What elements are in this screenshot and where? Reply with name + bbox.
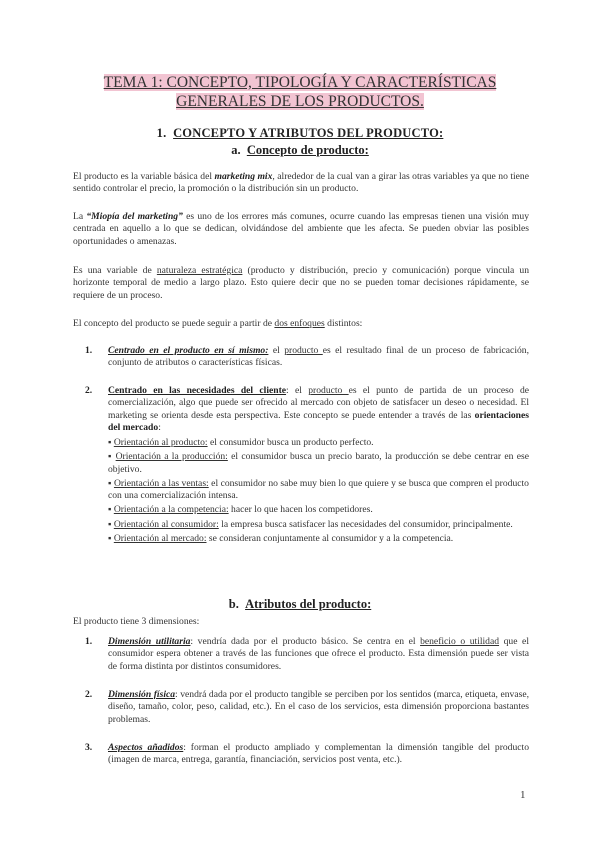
bullet-mark: ▪ (108, 504, 114, 516)
item2-number: 2. (85, 385, 93, 396)
subsection-a-letter: a. (231, 143, 241, 157)
item1-body (108, 345, 529, 370)
bullet-mark: ▪ (108, 518, 114, 530)
bullet-text: se consideran conjuntamente al consumidor y a la competencia. (206, 533, 454, 545)
list-item (108, 504, 529, 516)
subsection-b-letter: b. (228, 597, 239, 611)
subsection-a-title: Concepto de producto: (246, 143, 369, 157)
dim2-heading: Dimensión física (108, 689, 176, 700)
bullet-term: Orientación a las ventas: (113, 477, 209, 489)
bullet-text: la empresa busca satisfacer las necesidades del consumidor, principalmente. (218, 518, 513, 530)
page-number: 1 (520, 789, 526, 801)
dim3-text-1: : forman el producto ampliado y complementan la dimensión tangible del producto (imagen de marca, entrega, garantía, financiación, servicios post venta, etc.). (108, 742, 529, 766)
bullet-term: Orientación al mercado: (113, 533, 207, 545)
list-item-dimension-3 (85, 742, 529, 767)
document-title (70, 73, 530, 111)
item1-text-1: el (268, 345, 285, 356)
subsection-b-heading (0, 597, 600, 612)
list-item (108, 451, 529, 476)
item2-heading: Centrado en las necesidades del cliente (108, 385, 287, 396)
bullet-mark: ▪ (108, 451, 116, 463)
dim1-text-1: : vendría dada por el producto básico. Se centra en el (190, 636, 421, 647)
bullet-text: hacer lo que hacen los competidores. (228, 504, 373, 516)
list-item-enfoque-2 (85, 385, 529, 434)
subsection-b-title: Atributos del producto: (245, 597, 372, 611)
list-item (108, 519, 529, 531)
dim2-number: 2. (85, 689, 93, 700)
dim1-heading: Dimensión utilitaria (108, 636, 191, 647)
item2-bold: orientaciones del mercado (108, 409, 529, 433)
p3-underline-1: naturaleza estratégica (156, 265, 243, 276)
list-item (108, 478, 529, 503)
title-line-1: TEMA 1: CONCEPTO, TIPOLOGÍA Y CARACTERÍSTICAS (103, 74, 497, 91)
item2-body (108, 385, 529, 434)
dim1-number: 1. (85, 636, 93, 647)
bullet-mark: ▪ (108, 437, 114, 448)
item2-text-2: es el punto de partida de un proceso de comercialización, algo que puede ser ofrecido al mercado con objeto de satisfacer un deseo o necesidad. El marketing se orienta desde esta perspectiva. Este concepto se puede entender a través de las (108, 385, 529, 421)
item1-heading: Centrado en el producto en sí mismo: (108, 345, 269, 356)
paragraph-marketing-mix (73, 171, 529, 196)
p3-text-2: (producto y distribución, precio y comunicación) porque vincula un horizonte temporal de medio a largo plazo. Esto quiere decir que no se pueden tomar decisiones rápidamente, se requiere de un proceso. (73, 265, 530, 301)
section-1-heading (0, 126, 600, 141)
item1-underline: producto (284, 345, 323, 356)
paragraph-dimensiones: El producto tiene 3 dimensiones: (73, 616, 200, 627)
list-item-enfoque-1 (85, 345, 529, 370)
bullet-term: Orientación a la producción: (115, 451, 228, 463)
bullet-term: Orientación a la competencia: (113, 504, 229, 516)
dim1-underline: beneficio o utilidad (420, 636, 500, 647)
p4-underline-1: dos enfoques (274, 318, 325, 329)
p2-text-2: es uno de los errores más comunes, ocurre cuando las empresas tienen una visión muy centrada en aquello a lo que se dedican, olvidándose del ambiente que les afecta. Se pueden obviar las posibles oportunidades o amenazas. (73, 211, 529, 247)
dim3-number: 3. (85, 742, 93, 753)
list-item (108, 437, 529, 449)
title-line-2: GENERALES DE LOS PRODUCTOS. (176, 93, 424, 110)
list-item (108, 533, 529, 545)
dim2-text-1: : vendrá dada por el producto tangible se perciben por los sentidos (marca, etiqueta, envase, diseño, tamaño, color, peso, calidad, etc.). En el caso de los servicios, esta dimensión proporciona bastantes problemas. (108, 689, 529, 725)
bullet-mark: ▪ (108, 477, 114, 489)
section-1-title: CONCEPTO Y ATRIBUTOS DEL PRODUCTO: (173, 126, 444, 140)
p4-text-2: distintos: (324, 318, 363, 329)
item2-underline: producto (308, 385, 349, 396)
dim1-body (108, 636, 529, 673)
subsection-a-heading (0, 143, 600, 158)
bullet-text: el consumidor busca un producto perfecto. (207, 437, 374, 448)
orientaciones-list (108, 437, 529, 547)
dim3-heading: Aspectos añadidos (108, 742, 184, 753)
p1-text-1: El producto es la variable básica del (73, 171, 215, 182)
item2-text-3: : (158, 421, 161, 433)
item1-number: 1. (85, 345, 93, 356)
paragraph-miopia (73, 211, 529, 248)
paragraph-naturaleza (73, 265, 529, 302)
bullet-text: el consumidor no sabe muy bien lo que quiere y se busca que compren el producto con una comercialización intensa. (108, 477, 529, 502)
list-item-dimension-1 (85, 636, 529, 673)
paragraph-enfoques (73, 318, 529, 330)
p4-text-1: El concepto del producto se puede seguir a partir de (73, 318, 275, 329)
bullet-term: Orientación al consumidor: (113, 518, 219, 530)
dim1-text-2: que el consumidor espera obtener a través de las funciones que ofrece el producto. Esta dimensión puede ser vista de forma distinta por distintos consumidores. (108, 636, 529, 672)
p1-bold-1: marketing mix (214, 171, 273, 182)
section-1-number: 1. (156, 126, 167, 140)
dim3-body (108, 742, 529, 767)
item1-text-2: es el resultado final de un proceso de fabricación, conjunto de atributos o características físicas. (108, 345, 529, 369)
p2-text-1: La (73, 211, 87, 222)
list-item-dimension-2 (85, 689, 529, 726)
bullet-mark: ▪ (108, 533, 114, 545)
bullet-text: el consumidor busca un precio barato, la producción se debe centrar en ese objetivo. (108, 451, 529, 475)
p1-text-2: , alrededor de la cual van a girar las otras variables ya que no tiene sentido controlar el precio, la promoción o la distribución sin un producto. (73, 171, 529, 195)
item2-text-1: : el (286, 385, 309, 396)
dim2-body (108, 689, 529, 726)
p2-bold-1: “Miopía del marketing” (86, 211, 183, 222)
p3-text-1: Es una variable de (73, 265, 157, 276)
bullet-term: Orientación al producto: (113, 437, 208, 448)
